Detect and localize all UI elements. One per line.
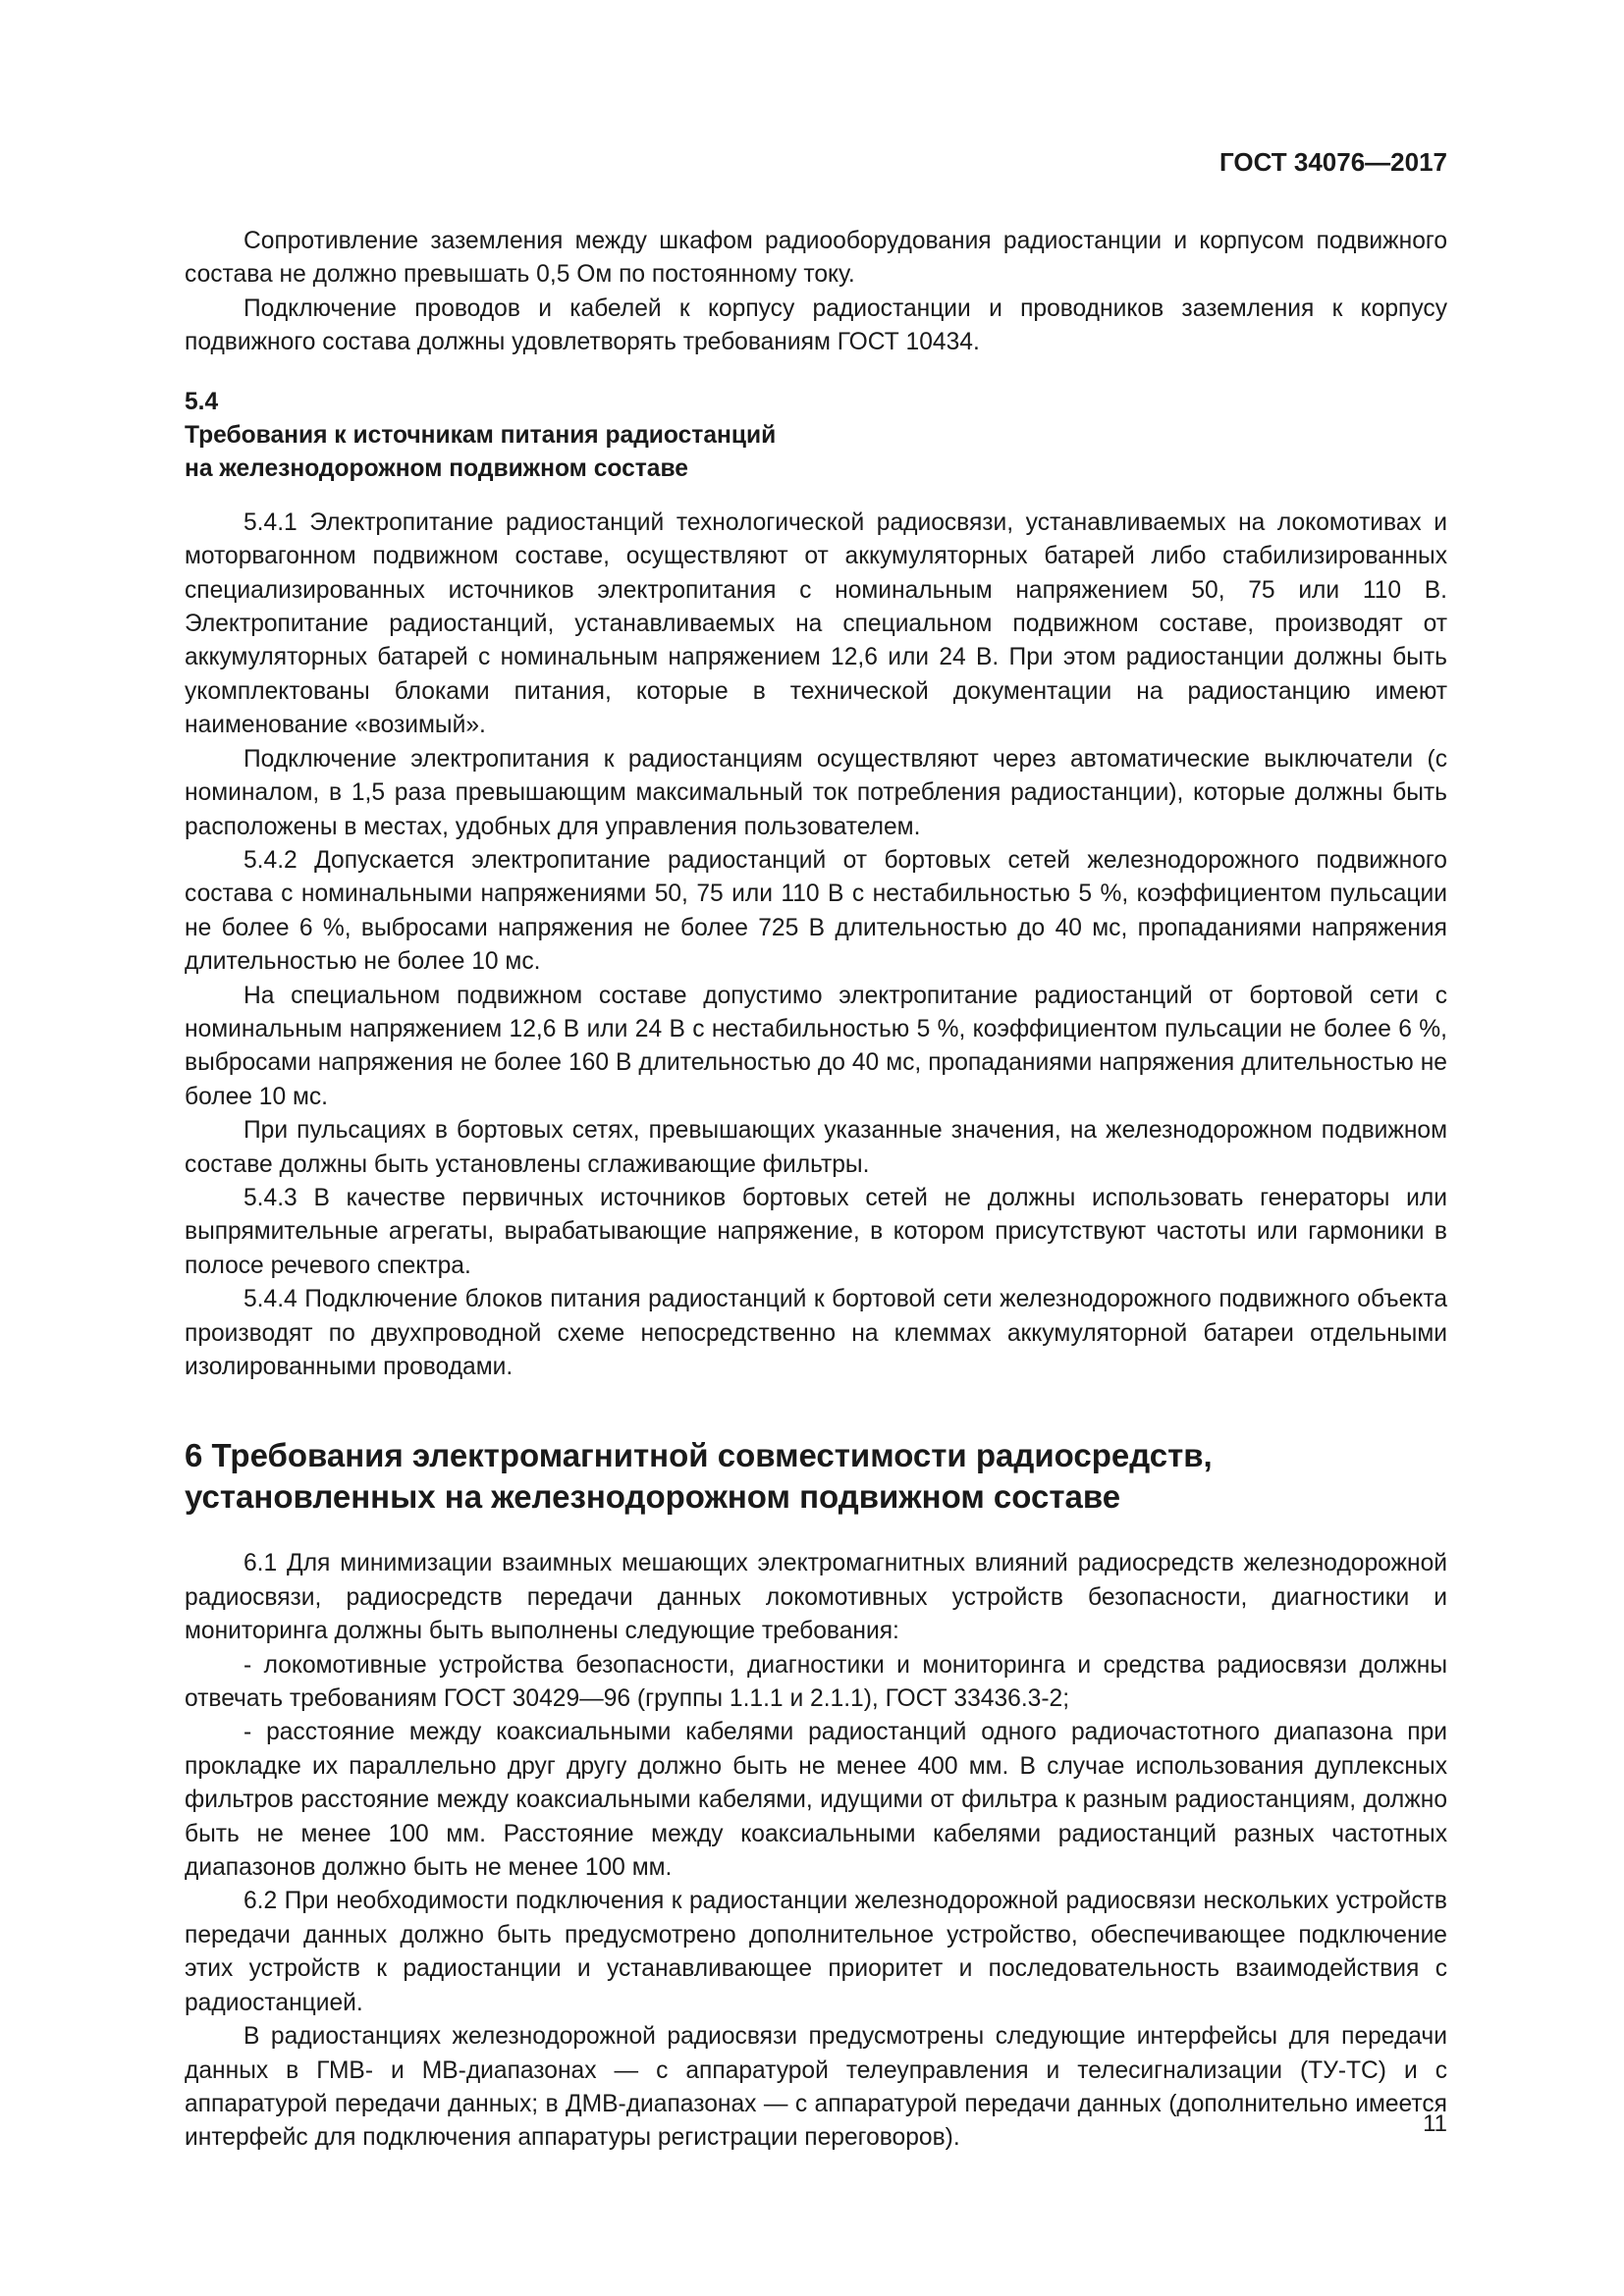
paragraph: Сопротивление заземления между шкафом радиооборудования радиостанции и корпусом подвижного состава не должно превышать 0,5 Ом по постоянному току. (185, 228, 1447, 289)
paragraph-6-2: 6.2 При необходимости подключения к радиостанции железнодорожной радиосвязи нескольких устройств передачи данных должно быть предусмотрено дополнительное устройство, обеспечивающее подключение этих устройств к радиостанции и устанавливающее приоритет и последовательность взаимодействия с радиостанцией. (185, 1888, 1447, 2016)
section-number: 5.4 (185, 388, 219, 415)
section-title-line-2: на железнодорожном подвижном составе (185, 455, 688, 483)
paragraph-5-4-1: 5.4.1 Электропитание радиостанций технологической радиосвязи, устанавливаемых на локомотивах и моторвагонном подвижном составе, осуществляют от аккумуляторных батарей либо стабилизированных специализированных источников электропитания с номинальным напряжением 50, 75 или 110 В. Электропитание радиостанций, устанавливаемых на специальном подвижном составе, производят от аккумуляторных батарей с номинальным напряжением 12,6 или 24 В. При этом радиостанции должны быть укомплектованы блоками питания, которые в технической документации на радиостанцию имеют наименование «возимый». (185, 508, 1447, 739)
chapter-6-heading (185, 1435, 1447, 1518)
paragraph: На специальном подвижном составе допустимо электропитание радиостанций от бортовой сети с номинальным напряжением 12,6 В или 24 В с нестабильностью 5 %, коэффициентом пульсации не более 6 %, выбросами напряжения не более 160 В длительностью до 40 мс, пропаданиями напряжения длительностью не более 10 мс. (185, 982, 1447, 1110)
paragraph: Подключение проводов и кабелей к корпусу радиостанции и проводников заземления к корпусу подвижного состава должны удовлетворять требованиям ГОСТ 10434. (185, 294, 1447, 356)
paragraph-5-4-2: 5.4.2 Допускается электропитание радиостанций от бортовых сетей железнодорожного подвижного состава с номинальными напряжениями 50, 75 или 110 В с нестабильностью 5 %, коэффициентом пульсации не более 6 %, выбросами напряжения не более 725 В длительностью до 40 мс, пропаданиями напряжения длительностью не более 10 мс. (185, 846, 1447, 976)
chapter-title-line-1: 6 Требования электромагнитной совместимости радиосредств, (185, 1437, 1213, 1474)
paragraph-6-1: 6.1 Для минимизации взаимных мешающих электромагнитных влияний радиосредств железнодорожной радиосвязи, радиосредств передачи данных локомотивных устройств безопасности, диагностики и мониторинга должны быть выполнены следующие требования: (185, 1550, 1447, 1645)
section-title-line-1: Требования к источникам питания радиостанций (185, 422, 777, 450)
list-item: - локомотивные устройства безопасности, диагностики и мониторинга и средства радиосвязи должны отвечать требованиям ГОСТ 30429—96 (группы 1.1.1 и 2.1.1), ГОСТ 33436.3-2; (185, 1651, 1447, 1713)
chapter-title-line-2: установленных на железнодорожном подвижном составе (185, 1478, 1121, 1516)
paragraph: В радиостанциях железнодорожной радиосвязи предусмотрены следующие интерфейсы для передачи данных в ГМВ- и МВ-диапазонах — с аппаратурой телеуправления и телесигнализации (ТУ-ТС) и с аппаратурой передачи данных; в ДМВ-диапазонах — с аппаратурой передачи данных (дополнительно имеется интерфейс для подключения аппаратуры регистрации переговоров). (185, 2023, 1447, 2152)
paragraph: При пульсациях в бортовых сетях, превышающих указанные значения, на железнодорожном подвижном составе должны быть установлены сглаживающие фильтры. (185, 1117, 1447, 1178)
document-body (185, 225, 1447, 2156)
list-item: - расстояние между коаксиальными кабелями радиостанций одного радиочастотного диапазона при прокладке их параллельно друг другу должно быть не менее 400 мм. В случае использования дуплексных фильтров расстояние между коаксиальными кабелями, идущими от фильтра к разным радиостанциям, должно быть не менее 100 мм. Расстояние между коаксиальными кабелями радиостанций разных частотных диапазонов должно быть не менее 100 мм. (185, 1719, 1447, 1882)
standard-header: ГОСТ 34076—2017 (1219, 147, 1447, 177)
paragraph-5-4-3: 5.4.3 В качестве первичных источников бортовых сетей не должны использовать генераторы или выпрямительные агрегаты, вырабатывающие напряжение, в котором присутствуют частоты или гармоники в полосе речевого спектра. (185, 1184, 1447, 1279)
paragraph-5-4-4: 5.4.4 Подключение блоков питания радиостанций к бортовой сети железнодорожного подвижного объекта производят по двухпроводной схеме непосредственно на клеммах аккумуляторной батареи отдельными изолированными проводами. (185, 1286, 1447, 1380)
page-number: 11 (1423, 2110, 1447, 2137)
section-5-4-heading (185, 386, 1447, 487)
paragraph: Подключение электропитания к радиостанциям осуществляют через автоматические выключатели (с номиналом, в 1,5 раза превышающим максимальный ток потребления радиостанции), которые должны быть расположены в местах, удобных для управления пользователем. (185, 745, 1447, 840)
